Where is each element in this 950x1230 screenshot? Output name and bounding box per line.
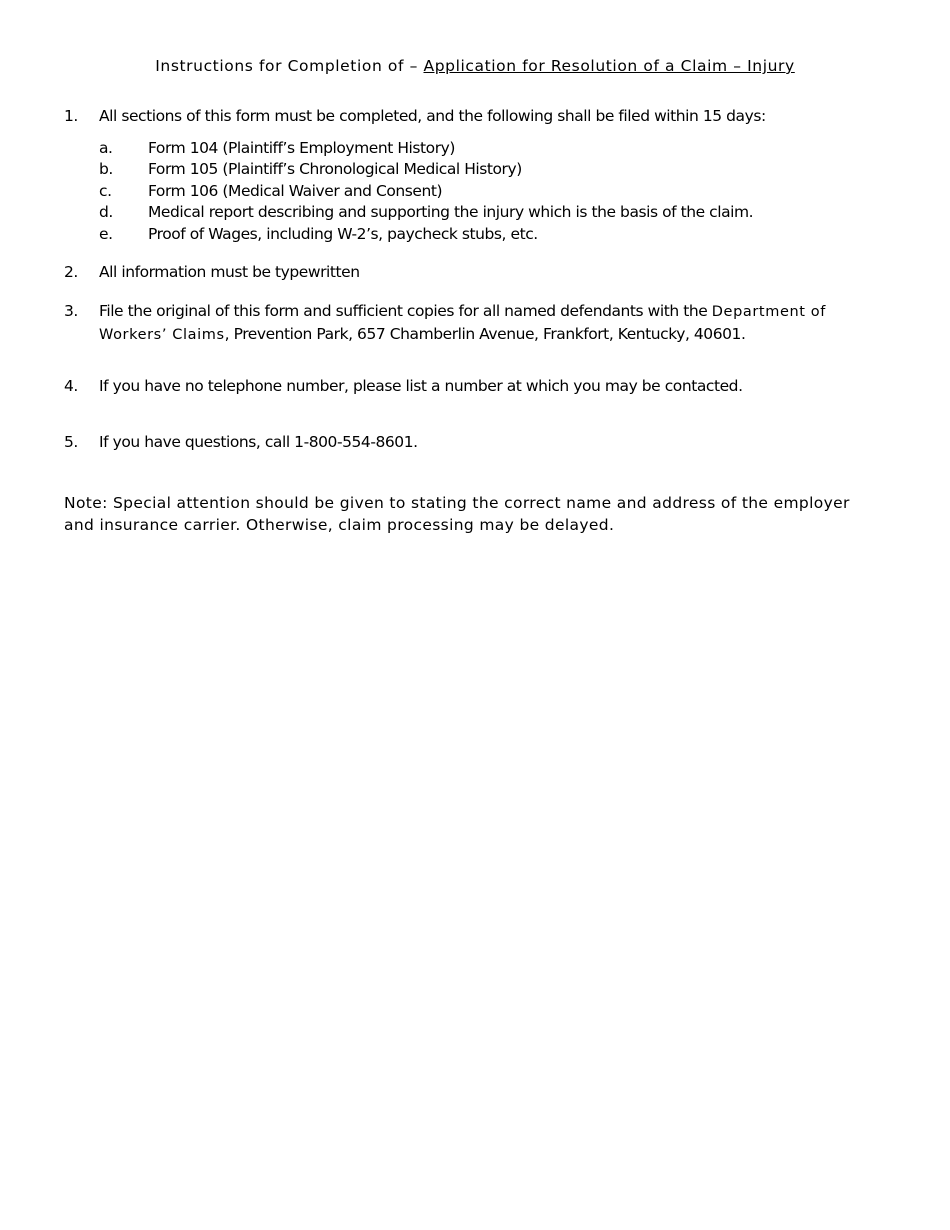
instruction-item-5 (64, 432, 884, 454)
item-text: All information must be typewritten (99, 263, 360, 281)
item-number: 5. (64, 433, 78, 451)
note-paragraph: Note: Special attention should be given to stating the correct name and address of the employer and insurance carrier. Otherwise, claim processing may be delayed. (64, 494, 850, 534)
list-item-text: Form 104 (Plaintiff’s Employment History) (148, 138, 455, 157)
required-forms-list (64, 138, 884, 246)
list-item-letter: d. (99, 203, 113, 221)
list-item (99, 181, 884, 203)
list-item-text: Medical report describing and supporting the injury which is the basis of the claim. (148, 203, 754, 221)
list-item-text: Proof of Wages, including W-2’s, paycheck stubs, etc. (148, 224, 538, 243)
instruction-item-3 (64, 301, 884, 346)
item-text-after: , Prevention Park, 657 Chamberlin Avenue, Frankfort, Kentucky, 40601. (224, 324, 746, 343)
item-text: All sections of this form must be completed, and the following shall be filed within 15 days: (99, 107, 766, 125)
list-item-letter: e. (99, 224, 113, 243)
title-main: Application for Resolution of a Claim – Injury (423, 57, 795, 75)
list-item (99, 159, 884, 181)
item-number: 2. (64, 263, 78, 281)
list-item-letter: b. (99, 160, 113, 178)
item-text: If you have no telephone number, please list a number at which you may be contacted. (99, 377, 743, 395)
list-item (99, 138, 884, 160)
list-item (99, 224, 884, 246)
document-title (0, 57, 950, 75)
list-item-letter: c. (99, 181, 112, 200)
instruction-item-1 (64, 106, 884, 245)
item-number: 3. (64, 302, 78, 320)
item-text-before: File the original of this form and sufficient copies for all named defendants with the (99, 302, 708, 320)
list-item-text: Form 106 (Medical Waiver and Consent) (148, 181, 443, 200)
instruction-item-4 (64, 376, 884, 398)
item-text: If you have questions, call 1-800-554-8601. (99, 433, 418, 451)
list-item-text: Form 105 (Plaintiff’s Chronological Medical History) (148, 160, 522, 178)
item-number: 4. (64, 377, 78, 395)
list-item (99, 202, 884, 224)
item-number: 1. (64, 107, 78, 125)
instruction-item-2 (64, 262, 884, 284)
item-text (99, 301, 884, 346)
title-prefix: Instructions for Completion of – (155, 57, 418, 75)
department-name: Department of Workers’ Claims (99, 304, 826, 343)
list-item-letter: a. (99, 138, 113, 157)
